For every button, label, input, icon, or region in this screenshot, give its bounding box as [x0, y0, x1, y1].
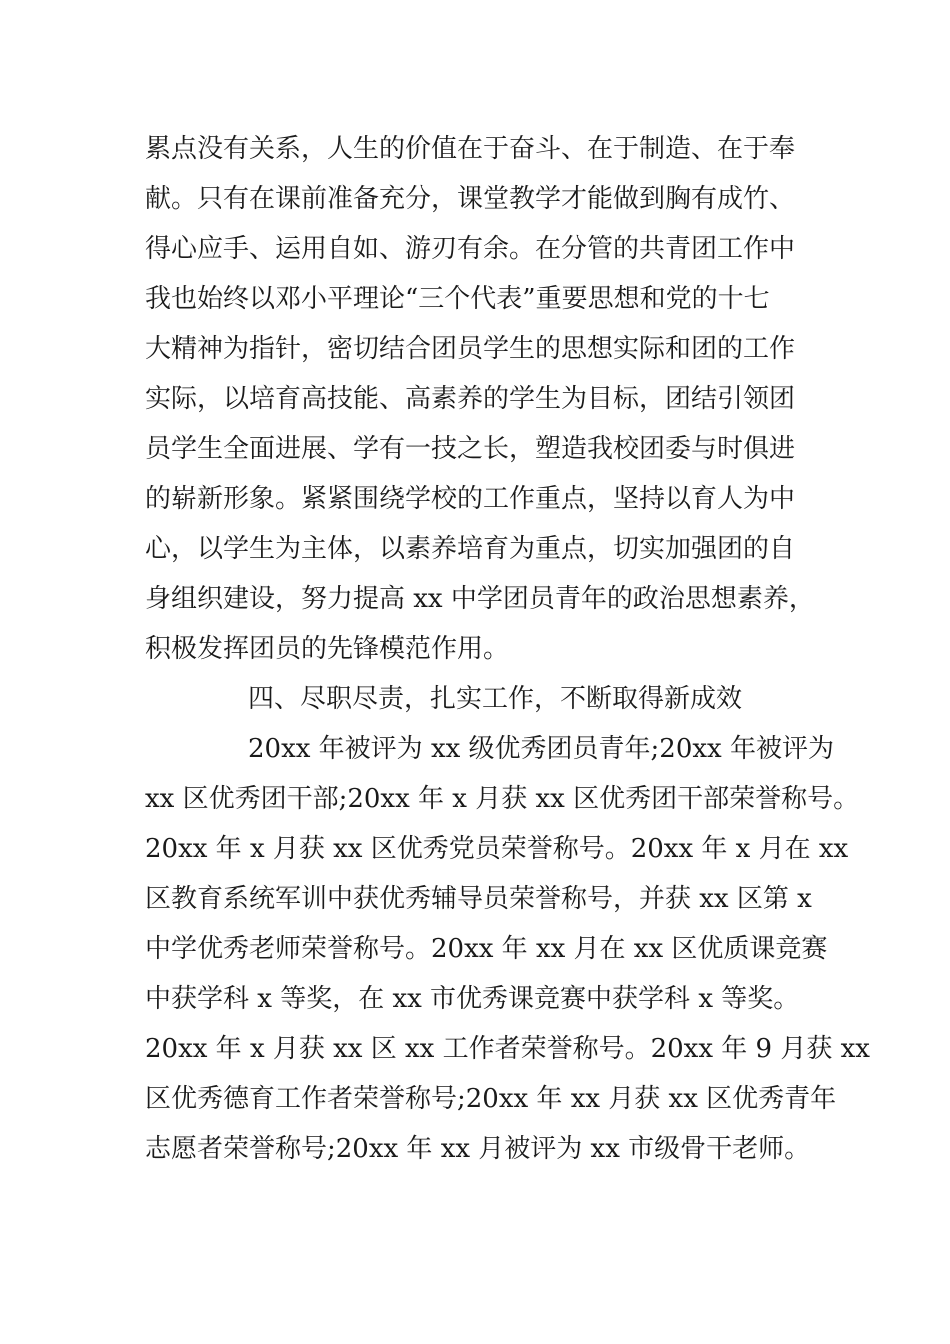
paragraph-line: 实际，以培育高技能、高素养的学生为目标，团结引领团 [145, 384, 796, 414]
paragraph-line: 累点没有关系，人生的价值在于奋斗、在于制造、在于奉 [145, 134, 796, 164]
paragraph-line: 20xx 年 x 月获 xx 区优秀党员荣誉称号。20xx 年 x 月在 xx [145, 834, 849, 864]
paragraph-line: 献。只有在课前准备充分，课堂教学才能做到胸有成竹、 [145, 184, 796, 214]
paragraph-line: 中获学科 x 等奖，在 xx 市优秀课竞赛中获学科 x 等奖。 [145, 984, 800, 1014]
paragraph-line: 志愿者荣誉称号;20xx 年 xx 月被评为 xx 市级骨干老师。 [145, 1134, 811, 1164]
paragraph-line: 的崭新形象。紧紧围绕学校的工作重点，坚持以育人为中 [145, 484, 796, 514]
paragraph-line: 区教育系统军训中获优秀辅导员荣誉称号，并获 xx 区第 x [145, 884, 812, 914]
paragraph-line: 员学生全面进展、学有一技之长，塑造我校团委与时俱进 [145, 434, 796, 464]
paragraph-line: 大精神为指针，密切结合团员学生的思想实际和团的工作 [145, 334, 796, 364]
paragraph-line: 我也始终以邓小平理论“三个代表”重要思想和党的十七 [145, 284, 770, 314]
paragraph-line: 20xx 年被评为 xx 级优秀团员青年;20xx 年被评为 [248, 734, 834, 764]
paragraph-line: xx 区优秀团干部;20xx 年 x 月获 xx 区优秀团干部荣誉称号。 [145, 784, 860, 814]
paragraph-line: 身组织建设，努力提高 xx 中学团员青年的政治思想素养， [145, 584, 815, 614]
paragraph-line: 得心应手、运用自如、游刃有余。在分管的共青团工作中 [145, 234, 796, 264]
paragraph-line: 心，以学生为主体，以素养培育为重点，切实加强团的自 [145, 534, 796, 564]
section-heading: 四、尽职尽责，扎实工作，不断取得新成效 [248, 684, 743, 714]
paragraph-line: 积极发挥团员的先锋模范作用。 [145, 634, 510, 664]
paragraph-line: 区优秀德育工作者荣誉称号;20xx 年 xx 月获 xx 区优秀青年 [145, 1084, 837, 1114]
paragraph-line: 中学优秀老师荣誉称号。20xx 年 xx 月在 xx 区优质课竞赛 [145, 934, 828, 964]
paragraph-line: 20xx 年 x 月获 xx 区 xx 工作者荣誉称号。20xx 年 9 月获 xx [145, 1034, 870, 1064]
